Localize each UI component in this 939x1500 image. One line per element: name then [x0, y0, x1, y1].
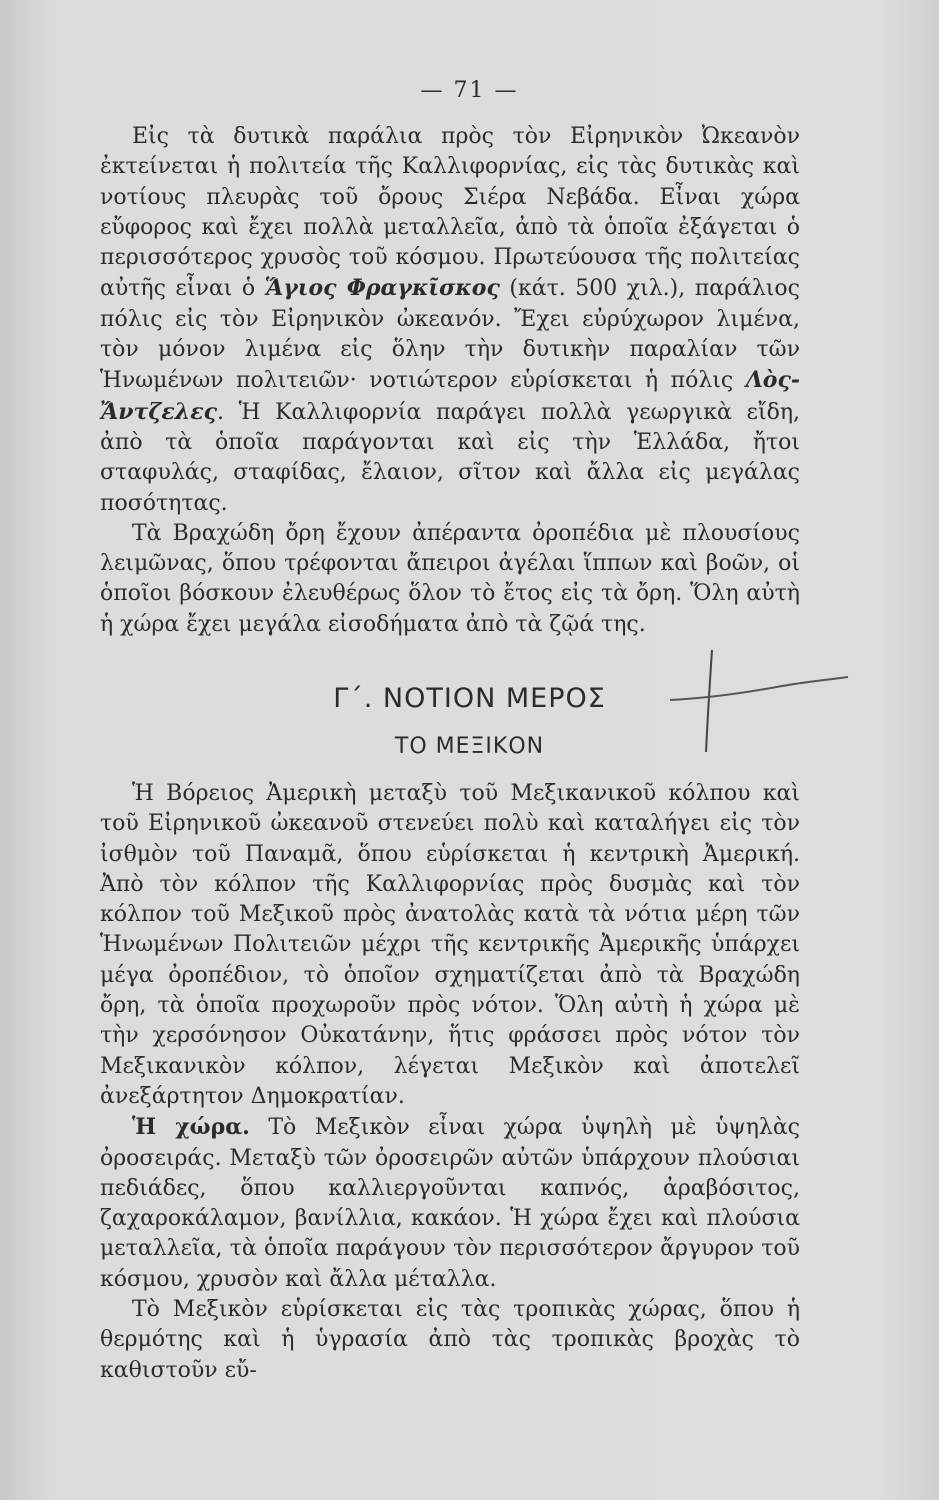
paragraph-mexico-climate: Τὸ Μεξικὸν εὑρίσκεται εἰς τὰς τροπικὰς χώρας, ὅπου ἡ θερμότης καὶ ἡ ὑγρασία ἀπὸ τὰς τροπικὰς βροχὰς τὸ καθιστοῦν εὔ-	[100, 1297, 800, 1383]
section-subtitle: ΤΟ ΜΕΞΙΚΟΝ	[394, 734, 545, 759]
city-los-angeles: Λὸς-Ἄντζελες	[100, 367, 800, 425]
pencil-cross-mark	[670, 640, 850, 760]
paragraph-rocky-mountains: Τὰ Βραχώδη ὄρη ἔχουν ἀπέραντα ὀροπέδια μὲ πλουσίους λειμῶνας, ὅπου τρέφονται ἄπειροι ἀγέλαι ἵππων καὶ βοῶν, οἱ ὁποῖοι βόσκουν ἐλευθέρως ὅλον τὸ ἔτος εἰς τὰ ὄρη. Ὅλη αὐτὴ ἡ χώρα ἔχει μεγάλα εἰσοδήματα ἀπὸ τὰ ζῷά της.	[100, 520, 800, 637]
california-section	[100, 122, 800, 640]
mexico-section	[100, 779, 800, 1386]
paragraph-mexico-intro: Ἡ Βόρειος Ἀμερικὴ μεταξὺ τοῦ Μεξικανικοῦ κόλπου καὶ τοῦ Εἰρηνικοῦ ὠκεανοῦ στενεύει πολὺ καὶ καταλήγει εἰς τὸν ἰσθμὸν τοῦ Παναμᾶ, ὅπου εὑρίσκεται ἡ κεντρικὴ Ἀμερική. Ἀπὸ τὸν κόλπον τῆς Καλλιφορνίας πρὸς δυσμὰς καὶ τὸν κόλπον τοῦ Μεξικοῦ πρὸς ἀνατολὰς κατὰ τὰ νότια μέρη τῶν Ἡνωμένων Πολιτειῶν μέχρι τῆς κεντρικῆς Ἀμερικῆς ὑπάρχει μέγα ὀροπέδιον, τὸ ὁποῖον σχηματίζεται ἀπὸ τὰ Βραχώδη ὄρη, τὰ ὁποῖα προχωροῦν πρὸς νότον. Ὅλη αὐτὴ ἡ χώρα μὲ τὴν χερσόνησον Οὐκατάνην, ἥτις φράσσει πρὸς νότον τὸν Μεξικανικὸν κόλπον, λέγεται Μεξικὸν καὶ ἀποτελεῖ ἀνεξάρτητον Δημοκρατίαν.	[100, 781, 800, 1109]
paragraph-mexico-country	[100, 1112, 800, 1295]
page-number: — 71 —	[420, 78, 519, 103]
subheading-country: Ἡ χώρα.	[132, 1114, 250, 1141]
text-run: Τὸ Μεξικὸν εἶναι χώρα ὑψηλὴ μὲ ὑψηλὰς ὀροσειράς. Μεταξὺ τῶν ὀροσειρῶν αὐτῶν ὑπάρχουν πλούσιαι πεδιάδες, ὅπου καλλιεργοῦνται καπνός, ἀραβόσιτος, ζαχαροκάλαμον, βανίλλια, κακάον. Ἡ χώρα ἔχει καὶ πλούσια μεταλλεῖα, τὰ ὁποῖα παράγουν τὸν περισσότερον ἄργυρον τοῦ κόσμου, χρυσὸν καὶ ἄλλα μέταλλα.	[100, 1115, 801, 1292]
text-run: Εἰς τὰ δυτικὰ παράλια πρὸς τὸν Εἰρηνικὸν Ὠκεανὸν ἐκτείνεται ἡ πολιτεία τῆς Καλλιφορνίας, εἰς τὰς δυτικὰς καὶ νοτίους πλευρὰς τοῦ ὄρους Σιέρα Νεβάδα. Εἶναι χώρα εὔφορος καὶ ἔχει πολλὰ μεταλλεῖα, ἀπὸ τὰ ὁποῖα ἐξάγεται ὁ περισσότερος χρυσὸς τοῦ κόσμου. Πρωτεύουσα τῆς πολιτείας αὐτῆς εἶναι ὁ	[100, 124, 800, 302]
section-title: Γ΄. ΝΟΤΙΟΝ ΜΕΡΟΣ	[333, 683, 606, 714]
text-run: (κάτ. 500 χιλ.), παράλιος πόλις εἰς τὸν Εἰρηνικὸν ὠκεανόν. Ἔχει εὐρύχωρον λιμένα, τὸν μόνον λιμένα εἰς ὅλην τὴν δυτικὴν παραλίαν τῶν Ἡνωμένων πολιτειῶν· νοτιώτερον εὑρίσκεται ἡ πόλις	[100, 276, 800, 394]
text-run: . Ἡ Καλλιφορνία παράγει πολλὰ γεωργικὰ εἴδη, ἀπὸ τὰ ὁποῖα παράγονται καὶ εἰς τὴν Ἑλλάδα, ἤτοι σταφυλάς, σταφίδας, ἔλαιον, σῖτον καὶ ἄλλα εἰς μεγάλας ποσότητας.	[100, 399, 800, 516]
paragraph-california	[100, 122, 800, 519]
city-san-francisco: Ἅγιος Φραγκῖσκος	[264, 275, 500, 302]
